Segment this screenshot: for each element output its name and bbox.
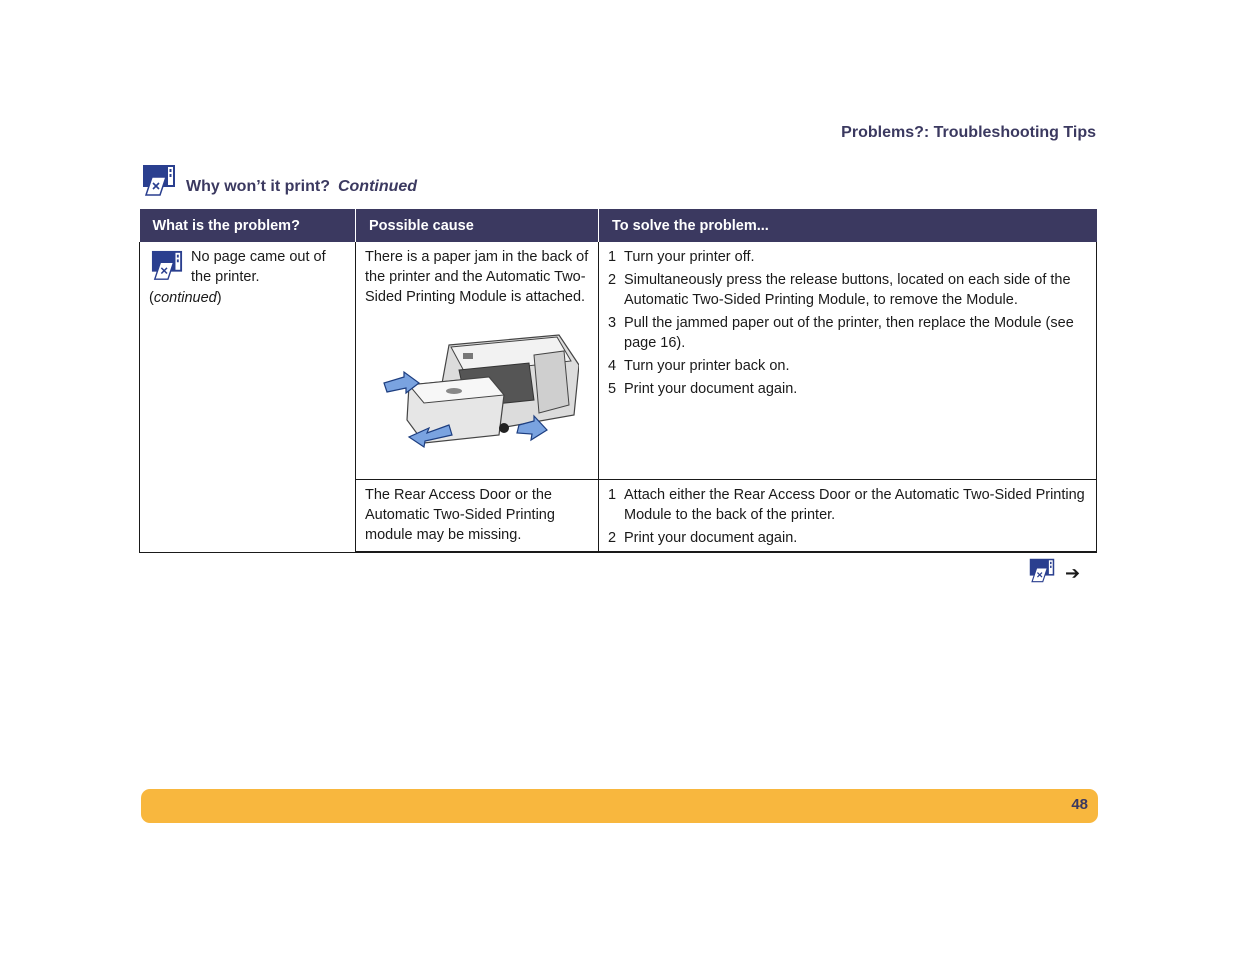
printer-module-illustration (379, 325, 589, 461)
list-item: 1 Turn your printer off. (608, 249, 755, 265)
solution-steps (608, 485, 1087, 548)
troubleshooting-table (139, 209, 1097, 553)
solution-cell (599, 242, 1097, 480)
list-item: 3 Pull the jammed paper out of the printer, then replace the Module (see page 16). (608, 315, 1074, 351)
cause-text: The Rear Access Door or the Automatic Two-Sided Printing module may be missing. (365, 487, 555, 543)
list-item: 2 Simultaneously press the release buttons, located on each side of the Automatic Two-Sided Printing Module, to remove the Module. (608, 272, 1071, 308)
printer-problem-icon (1027, 558, 1057, 589)
list-item: 1 Attach either the Rear Access Door or the Automatic Two-Sided Printing Module to the back of the printer. (608, 487, 1085, 523)
printer-problem-icon (149, 250, 185, 288)
printer-problem-icon (140, 164, 178, 198)
col-header-cause: Possible cause (356, 209, 599, 242)
problem-continued: (continued) (149, 290, 222, 306)
cause-cell (356, 242, 599, 480)
footer-bar (141, 789, 1098, 823)
list-item: 5 Print your document again. (608, 381, 798, 397)
section-title: Why won’t it print? (186, 178, 330, 195)
section-heading (140, 162, 417, 198)
continued-label: Continued (337, 178, 418, 195)
problem-text: No page came out of the printer. (191, 249, 326, 285)
table-row (140, 242, 1097, 480)
list-item: 2 Print your document again. (608, 530, 798, 546)
page-number: 48 (1071, 796, 1088, 813)
running-header: Problems?: Troubleshooting Tips (841, 124, 1096, 141)
cause-text: There is a paper jam in the back of the printer and the Automatic Two-Sided Printing Module is attached. (365, 249, 589, 305)
solution-cell (599, 480, 1097, 553)
next-arrow-icon[interactable]: ➔ (1065, 563, 1081, 583)
list-item: 4 Turn your printer back on. (608, 358, 790, 374)
solution-steps (608, 247, 1087, 399)
problem-cell (140, 242, 356, 552)
cause-cell (356, 480, 599, 553)
table-header-row (140, 209, 1097, 242)
next-page-link[interactable] (1027, 558, 1080, 589)
col-header-solution: To solve the problem... (599, 209, 1097, 242)
col-header-problem: What is the problem? (140, 209, 356, 242)
